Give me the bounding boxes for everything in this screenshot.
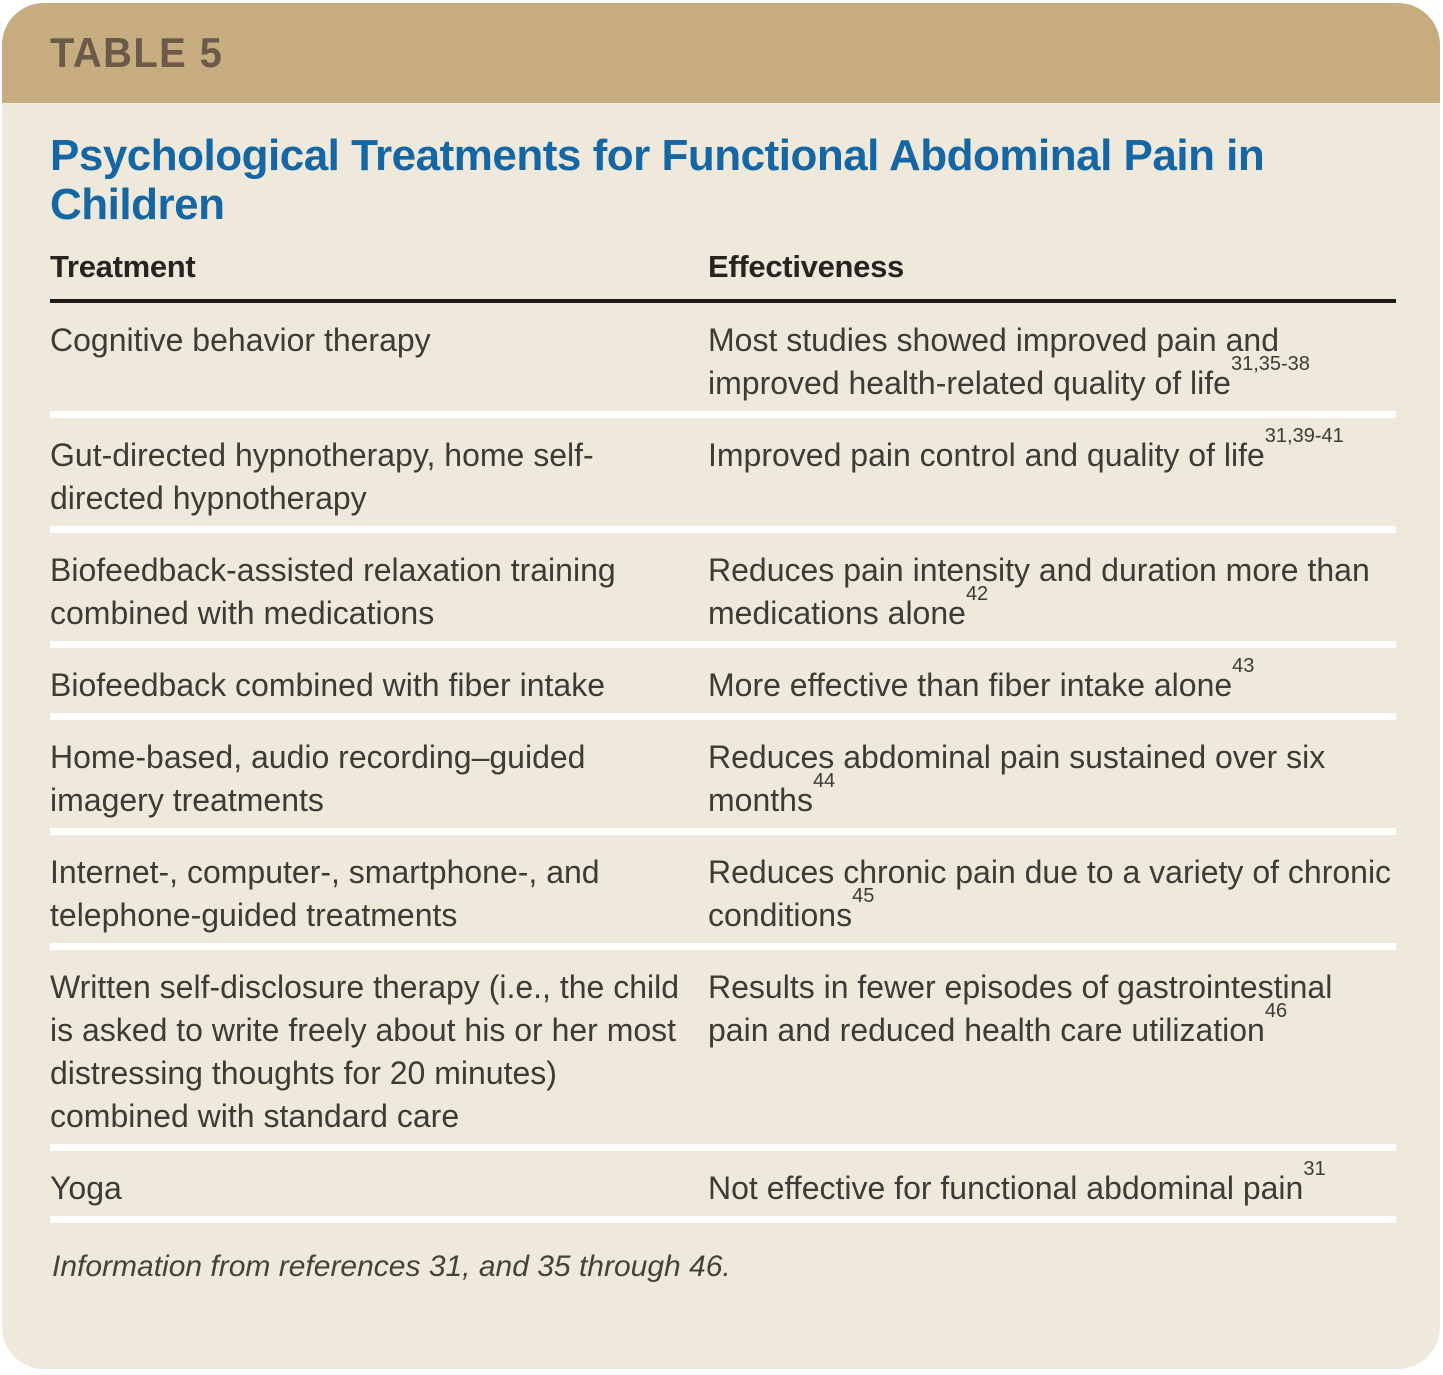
effectiveness-text: Improved pain control and quality of life bbox=[708, 437, 1265, 473]
reference-superscript: 31,39-41 bbox=[1264, 425, 1344, 448]
treatment-cell: Home-based, audio recording–guided imagery treatments bbox=[50, 739, 586, 818]
effectiveness-text: Reduces chronic pain due to a variety of chronic conditions bbox=[708, 854, 1392, 933]
treatment-cell: Yoga bbox=[50, 1170, 122, 1206]
table-row bbox=[50, 720, 1396, 835]
reference-superscript: 44 bbox=[812, 770, 836, 793]
effectiveness-text: Reduces pain intensity and duration more than medications alone bbox=[708, 552, 1370, 631]
table-rows bbox=[50, 303, 1396, 1223]
effectiveness-text: Most studies showed improved pain and improved health-related quality of life bbox=[708, 322, 1279, 401]
table-title: Psychological Treatments for Functional Abdominal Pain in Children bbox=[50, 131, 1265, 229]
effectiveness-cell bbox=[708, 736, 1396, 822]
effectiveness-cell bbox=[708, 655, 1396, 707]
treatment-cell: Cognitive behavior therapy bbox=[50, 322, 431, 358]
effectiveness-cell bbox=[708, 1158, 1396, 1210]
reference-superscript: 46 bbox=[1264, 1000, 1288, 1023]
treatment-cell: Biofeedback combined with fiber intake bbox=[50, 667, 605, 703]
table-row bbox=[50, 1151, 1396, 1223]
treatment-cell: Internet-, computer-, smartphone-, and telephone-guided treatments bbox=[50, 854, 600, 933]
effectiveness-text: Reduces abdominal pain sustained over six months bbox=[708, 739, 1326, 818]
column-header-effectiveness: Effectiveness bbox=[708, 249, 904, 284]
column-header-row bbox=[50, 249, 1396, 303]
table-card bbox=[2, 3, 1440, 1369]
table-body bbox=[2, 131, 1440, 1287]
effectiveness-text: Results in fewer episodes of gastrointestinal pain and reduced health care utilization bbox=[708, 969, 1333, 1048]
table-number-band bbox=[2, 3, 1440, 103]
table-row bbox=[50, 648, 1396, 720]
treatment-cell: Written self-disclosure therapy (i.e., the child is asked to write freely about his or her most distressing thoughts for 20 minutes) combined with standard care bbox=[50, 969, 679, 1134]
effectiveness-cell bbox=[708, 549, 1396, 635]
effectiveness-cell bbox=[708, 851, 1396, 937]
table-footnote: Information from references 31, and 35 through 46. bbox=[52, 1250, 731, 1283]
table-row bbox=[50, 950, 1396, 1151]
reference-superscript: 42 bbox=[965, 583, 989, 606]
effectiveness-cell bbox=[708, 966, 1396, 1138]
effectiveness-text: More effective than fiber intake alone bbox=[708, 667, 1233, 703]
reference-superscript: 43 bbox=[1232, 655, 1255, 678]
treatment-cell: Gut-directed hypnotherapy, home self-directed hypnotherapy bbox=[50, 437, 594, 516]
effectiveness-cell bbox=[708, 425, 1396, 520]
table-row bbox=[50, 418, 1396, 533]
table-row bbox=[50, 533, 1396, 648]
reference-superscript: 31,35-38 bbox=[1230, 353, 1310, 376]
table-row bbox=[50, 835, 1396, 950]
column-header-treatment: Treatment bbox=[50, 249, 196, 284]
effectiveness-cell bbox=[708, 319, 1396, 405]
reference-superscript: 45 bbox=[852, 885, 875, 908]
effectiveness-text: Not effective for functional abdominal pain bbox=[708, 1170, 1304, 1206]
reference-superscript: 31 bbox=[1303, 1158, 1326, 1181]
table-row bbox=[50, 303, 1396, 418]
treatment-cell: Biofeedback-assisted relaxation training combined with medications bbox=[50, 552, 616, 631]
table-number-label: TABLE 5 bbox=[50, 29, 224, 76]
